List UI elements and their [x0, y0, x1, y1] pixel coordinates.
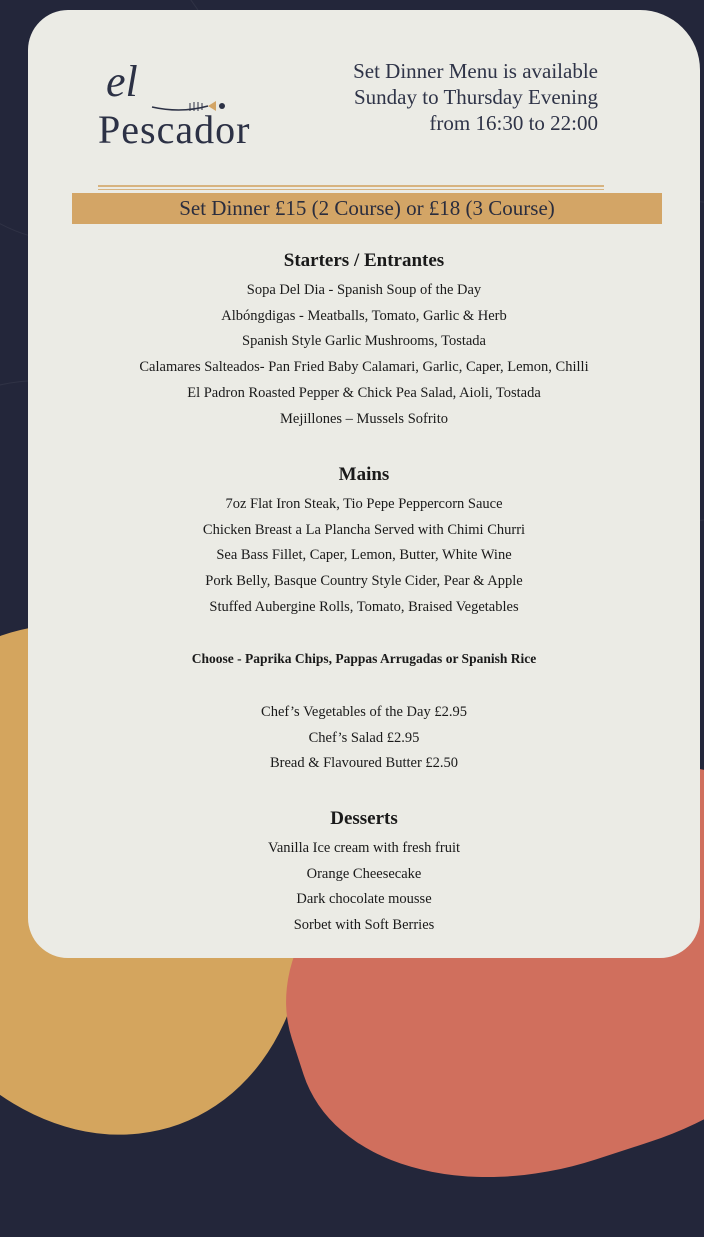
divider — [98, 185, 604, 187]
menu-item: Mejillones – Mussels Sofrito — [280, 410, 448, 427]
menu-item: Spanish Style Garlic Mushrooms, Tostada — [242, 333, 486, 350]
menu-item: Chicken Breast a La Plancha Served with Chimi Churri — [202, 521, 526, 538]
menu-item: Dark chocolate mousse — [296, 891, 432, 908]
price-banner: Set Dinner £15 (2 Course) or £18 (3 Course) — [72, 193, 662, 224]
section-title: Starters / Entrantes — [283, 250, 445, 271]
side-item: Chef’s Salad £2.95 — [308, 729, 420, 746]
availability-text — [353, 58, 598, 136]
menu-card — [28, 10, 700, 958]
section-title: Desserts — [330, 808, 398, 829]
logo-name: Pescador — [98, 107, 251, 152]
menu-item: Calamares Salteados- Pan Fried Baby Calamari, Garlic, Caper, Lemon, Chilli — [139, 359, 589, 376]
menu-item: Sopa Del Dia - Spanish Soup of the Day — [246, 282, 482, 298]
menu-item: Stuffed Aubergine Rolls, Tomato, Braised Vegetables — [209, 598, 519, 615]
menu-item: Sorbet with Soft Berries — [293, 917, 435, 934]
restaurant-logo — [90, 56, 260, 156]
starters-section — [28, 250, 700, 432]
section-title: Mains — [338, 464, 390, 485]
menu-item: El Padron Roasted Pepper & Chick Pea Salad, Aioli, Tostada — [187, 384, 541, 401]
availability-line: from 16:30 to 22:00 — [429, 111, 598, 135]
menu-item: Vanilla Ice cream with fresh fruit — [267, 840, 461, 856]
menu-item: Orange Cheesecake — [306, 865, 422, 882]
divider — [98, 189, 604, 190]
logo-el: el — [106, 57, 138, 106]
side-choice: Choose - Paprika Chips, Pappas Arrugadas or Spanish Rice — [191, 651, 537, 666]
menu-item: Sea Bass Fillet, Caper, Lemon, Butter, White Wine — [216, 547, 512, 564]
side-item: Chef’s Vegetables of the Day £2.95 — [261, 704, 467, 720]
availability-line: Sunday to Thursday Evening — [353, 85, 598, 109]
menu-item: Albóngdigas - Meatballs, Tomato, Garlic & Herb — [221, 307, 507, 324]
side-item: Bread & Flavoured Butter £2.50 — [269, 755, 459, 772]
desserts-section — [28, 808, 700, 939]
sides-section — [28, 700, 700, 777]
availability-line: Set Dinner Menu is available — [353, 59, 598, 83]
menu-item: 7oz Flat Iron Steak, Tio Pepe Peppercorn Sauce — [225, 496, 503, 512]
mains-section — [28, 464, 700, 621]
menu-item: Pork Belly, Basque Country Style Cider, Pear & Apple — [205, 573, 523, 590]
